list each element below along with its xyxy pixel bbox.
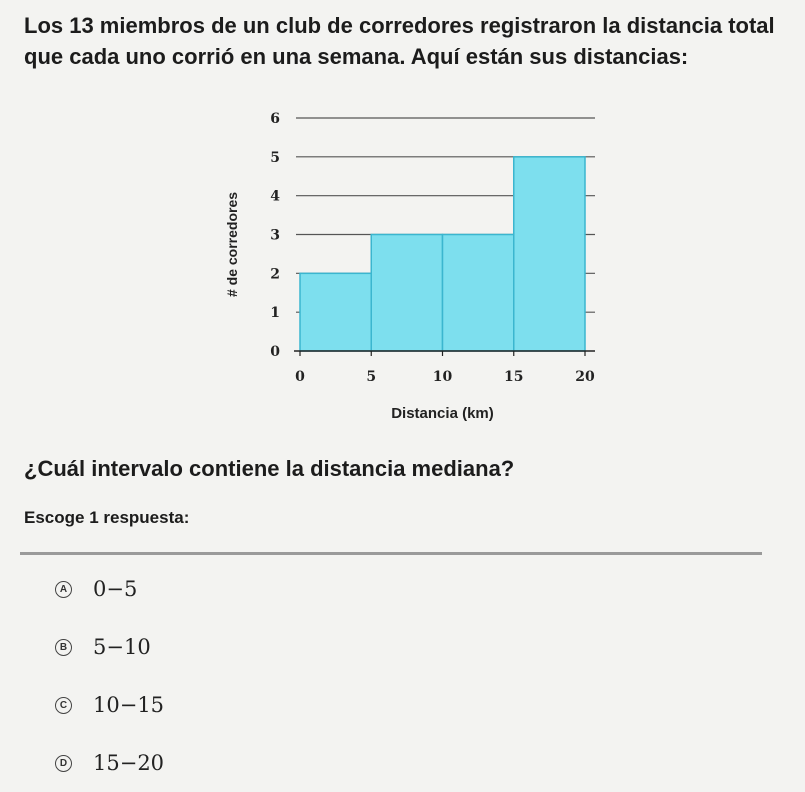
option-c[interactable] bbox=[55, 676, 164, 734]
option-text-c: 10−15 bbox=[93, 693, 165, 717]
option-a[interactable] bbox=[55, 560, 164, 618]
option-b[interactable] bbox=[55, 618, 164, 676]
y-tick-label-3: 3 bbox=[270, 227, 280, 244]
option-text-d: 15−20 bbox=[93, 751, 165, 775]
option-text-a: 0−5 bbox=[93, 577, 138, 601]
histogram-chart bbox=[190, 98, 610, 433]
histogram-bar-3 bbox=[514, 157, 585, 351]
histogram-bar-2 bbox=[443, 235, 514, 352]
y-tick-label-6: 6 bbox=[270, 111, 280, 127]
y-axis-label: # de corredores bbox=[224, 191, 240, 298]
y-tick-label-1: 1 bbox=[270, 305, 280, 322]
question-text: ¿Cuál intervalo contiene la distancia mediana? bbox=[24, 456, 515, 481]
option-text-b: 5−10 bbox=[93, 635, 151, 659]
y-tick-label-2: 2 bbox=[270, 266, 280, 283]
option-d[interactable] bbox=[55, 734, 164, 792]
x-tick-label-15: 15 bbox=[504, 369, 524, 385]
y-tick-label-4: 4 bbox=[270, 188, 280, 205]
answer-options bbox=[55, 560, 164, 792]
x-tick-label-10: 10 bbox=[432, 369, 453, 385]
x-tick-label-5: 5 bbox=[366, 369, 377, 385]
problem-intro: Los 13 miembros de un club de corredores registraron la distancia total que cada uno corrió en una semana. Aquí están sus distancias: bbox=[24, 13, 775, 69]
option-letter-a: A bbox=[55, 581, 72, 598]
answer-instruction: Escoge 1 respuesta: bbox=[24, 508, 190, 527]
y-tick-label-0: 0 bbox=[270, 344, 280, 360]
x-tick-label-20: 20 bbox=[575, 369, 595, 385]
x-axis-label: Distancia (km) bbox=[391, 405, 494, 422]
divider bbox=[20, 552, 762, 555]
y-tick-label-5: 5 bbox=[270, 149, 280, 166]
x-tick-label-0: 0 bbox=[295, 369, 305, 385]
option-letter-b: B bbox=[55, 639, 72, 656]
histogram-bar-1 bbox=[371, 235, 442, 352]
histogram-bar-0 bbox=[300, 273, 371, 351]
option-letter-d: D bbox=[55, 755, 72, 772]
option-letter-c: C bbox=[55, 697, 72, 714]
